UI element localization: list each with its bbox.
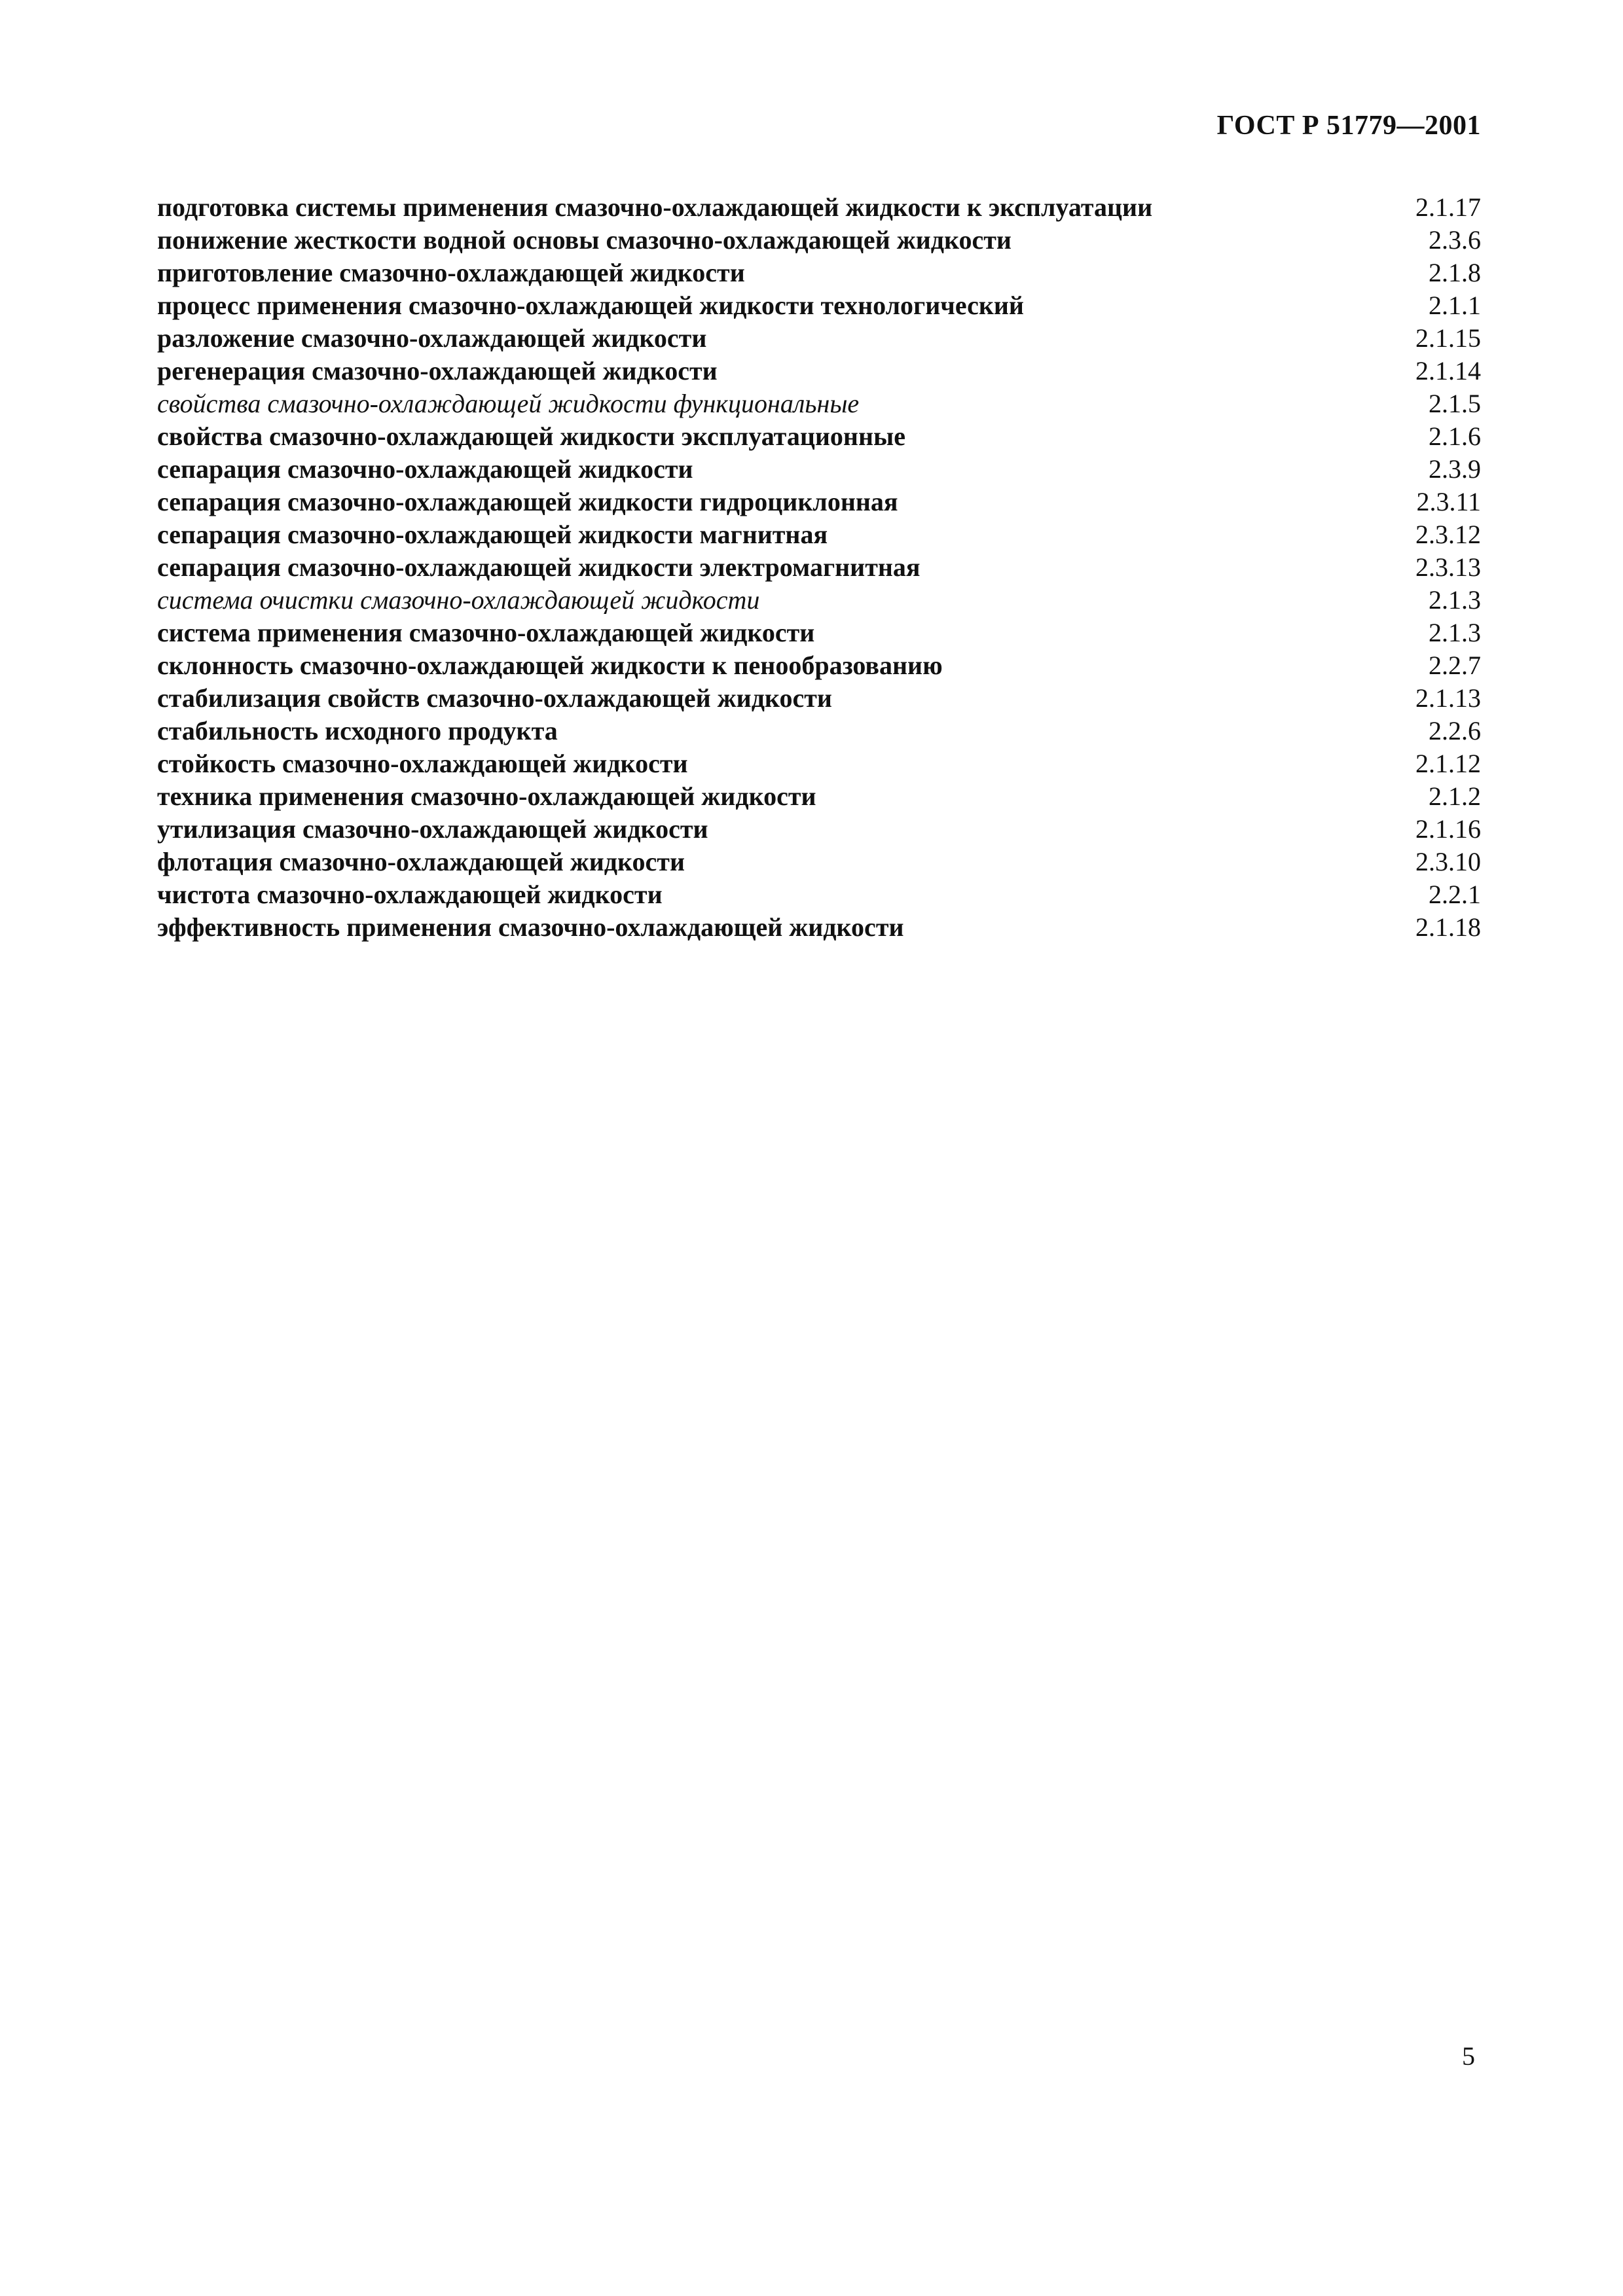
index-reference: 2.1.1 — [1429, 291, 1481, 320]
index-term: техника применения смазочно-охлаждающей жидкости — [157, 781, 816, 811]
page-number: 5 — [1462, 2041, 1475, 2071]
index-term: сепарация смазочно-охлаждающей жидкости электромагнитная — [157, 552, 921, 582]
index-row — [157, 420, 1481, 453]
index-row — [157, 355, 1481, 387]
index-term: утилизация смазочно-охлаждающей жидкости — [157, 814, 708, 844]
index-row — [157, 257, 1481, 289]
index-reference: 2.1.5 — [1429, 389, 1481, 418]
index-reference: 2.1.18 — [1415, 912, 1481, 942]
index-reference: 2.1.2 — [1429, 781, 1481, 811]
index-reference: 2.3.12 — [1415, 520, 1481, 549]
index-reference: 2.1.13 — [1415, 683, 1481, 713]
index-term: процесс применения смазочно-охлаждающей жидкости технологический — [157, 291, 1024, 320]
index-reference: 2.3.9 — [1429, 454, 1481, 484]
index-reference: 2.1.15 — [1415, 323, 1481, 353]
index-reference: 2.3.6 — [1429, 225, 1481, 255]
index-term: флотация смазочно-охлаждающей жидкости — [157, 847, 685, 876]
index-row — [157, 453, 1481, 486]
index-row — [157, 224, 1481, 257]
index-row — [157, 878, 1481, 911]
index-row — [157, 322, 1481, 355]
index-term: приготовление смазочно-охлаждающей жидкости — [157, 258, 745, 287]
index-reference: 2.1.14 — [1415, 356, 1481, 386]
index-term: склонность смазочно-охлаждающей жидкости к пенообразованию — [157, 651, 943, 680]
index-row — [157, 584, 1481, 617]
index-reference: 2.2.7 — [1429, 651, 1481, 680]
index-term: понижение жесткости водной основы смазочно-охлаждающей жидкости — [157, 225, 1012, 255]
index-term: стабилизация свойств смазочно-охлаждающей жидкости — [157, 683, 832, 713]
index-term: свойства смазочно-охлаждающей жидкости эксплуатационные — [157, 422, 905, 451]
index-row — [157, 551, 1481, 584]
index-reference: 2.3.13 — [1415, 552, 1481, 582]
index-row — [157, 813, 1481, 846]
index-reference: 2.1.3 — [1429, 618, 1481, 647]
index-term: стойкость смазочно-охлаждающей жидкости — [157, 749, 688, 778]
index-term: сепарация смазочно-охлаждающей жидкости магнитная — [157, 520, 828, 549]
term-index — [157, 191, 1481, 944]
index-row — [157, 846, 1481, 878]
index-row — [157, 289, 1481, 322]
index-row — [157, 518, 1481, 551]
index-reference: 2.1.3 — [1429, 585, 1481, 615]
index-reference: 2.1.6 — [1429, 422, 1481, 451]
index-term: подготовка системы применения смазочно-охлаждающей жидкости к эксплуатации — [157, 192, 1153, 222]
index-reference: 2.3.10 — [1415, 847, 1481, 876]
index-row — [157, 191, 1481, 224]
index-row — [157, 682, 1481, 715]
index-reference: 2.1.16 — [1415, 814, 1481, 844]
index-reference: 2.1.12 — [1415, 749, 1481, 778]
index-reference: 2.2.1 — [1429, 880, 1481, 909]
index-term: сепарация смазочно-охлаждающей жидкости гидроциклонная — [157, 487, 898, 516]
index-term: свойства смазочно-охлаждающей жидкости функциональные — [157, 389, 860, 418]
index-row — [157, 747, 1481, 780]
index-row — [157, 715, 1481, 747]
index-reference: 2.2.6 — [1429, 716, 1481, 745]
index-term: разложение смазочно-охлаждающей жидкости — [157, 323, 707, 353]
index-reference: 2.1.17 — [1415, 192, 1481, 222]
index-term: регенерация смазочно-охлаждающей жидкости — [157, 356, 718, 386]
index-term: стабильность исходного продукта — [157, 716, 558, 745]
index-term: сепарация смазочно-охлаждающей жидкости — [157, 454, 693, 484]
index-row — [157, 486, 1481, 518]
index-reference: 2.1.8 — [1429, 258, 1481, 287]
index-row — [157, 617, 1481, 649]
index-row — [157, 780, 1481, 813]
index-term: система применения смазочно-охлаждающей жидкости — [157, 618, 815, 647]
index-row — [157, 911, 1481, 944]
index-term: эффективность применения смазочно-охлаждающей жидкости — [157, 912, 904, 942]
index-row — [157, 649, 1481, 682]
index-term: чистота смазочно-охлаждающей жидкости — [157, 880, 663, 909]
index-row — [157, 387, 1481, 420]
index-reference: 2.3.11 — [1416, 487, 1481, 516]
index-term: система очистки смазочно-охлаждающей жидкости — [157, 585, 760, 615]
document-header-standard: ГОСТ Р 51779—2001 — [1216, 111, 1481, 141]
